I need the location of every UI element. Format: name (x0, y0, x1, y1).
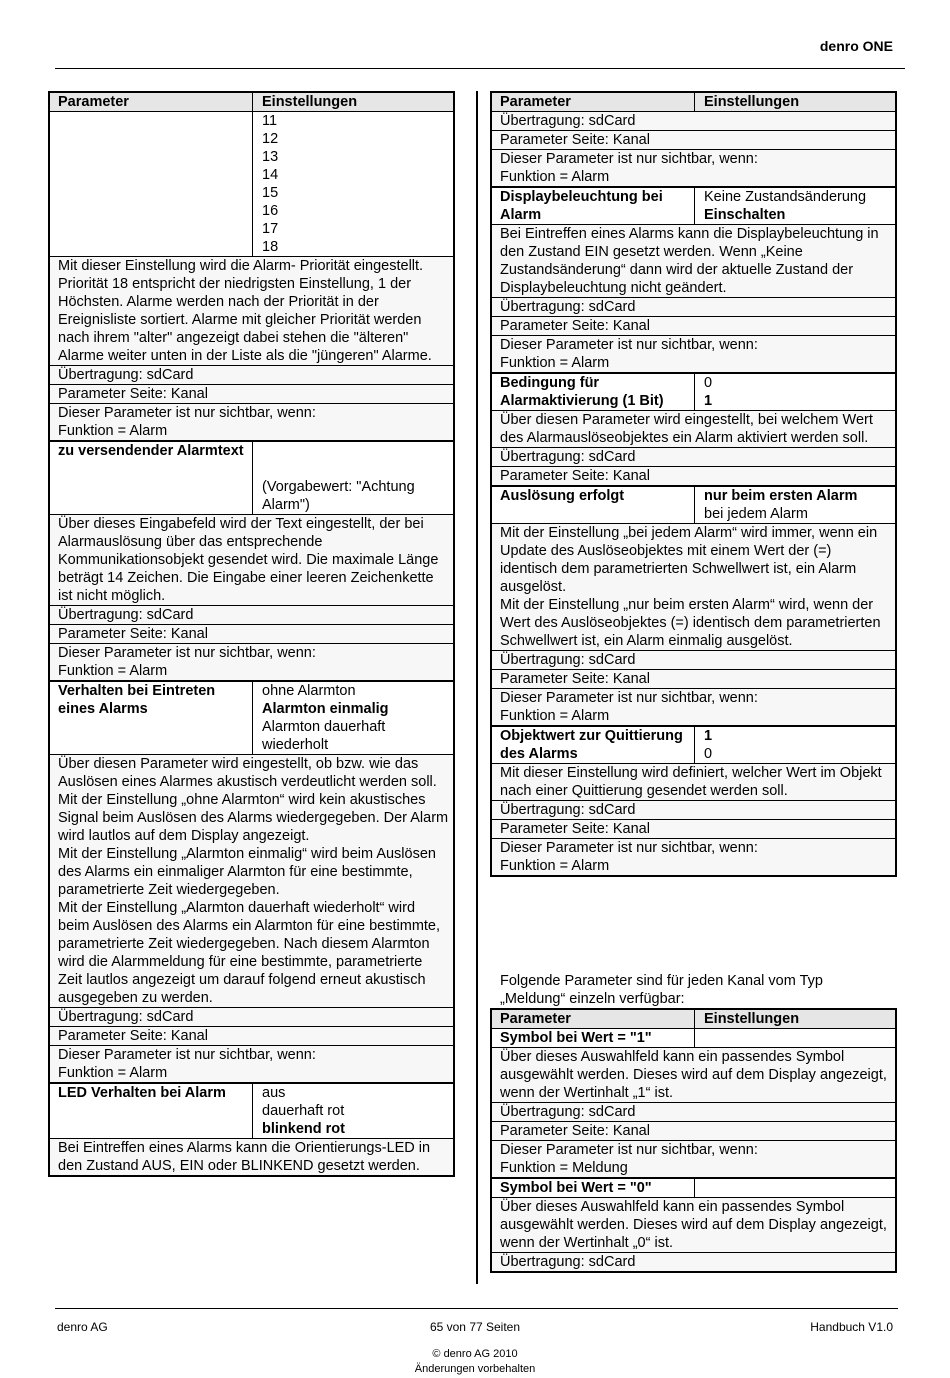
header-settings: Einstellungen (704, 94, 800, 110)
symbol-zero-description: Über dieses Auswahlfeld kann ein passendes Symbol ausgewählt werden. Dieses wird auf dem Display angezeigt, wenn der Wertinhalt „0“ ist. (492, 1198, 895, 1252)
visibility-function: Funktion = Alarm (500, 355, 610, 371)
visibility-condition: Dieser Parameter ist nur sichtbar, wenn: (500, 840, 758, 856)
option-off: aus (262, 1085, 286, 1101)
page-row: Parameter Seite: Kanal (492, 317, 895, 335)
symbol-one-label: Symbol bei Wert = "1" (492, 1029, 695, 1047)
acknowledge-value-row (492, 727, 895, 764)
option-first-alarm: nur beim ersten Alarm (704, 488, 858, 504)
page-row: Parameter Seite: Kanal (50, 385, 453, 403)
message-type-intro: Folgende Parameter sind für jeden Kanal vom Typ „Meldung“ einzeln verfügbar: (500, 973, 823, 1007)
visibility-function: Funktion = Meldung (500, 1160, 628, 1176)
footer-page-number: 65 von 77 Seiten (429, 1320, 521, 1334)
behavior-desc-p3: Mit der Einstellung „Alarmton einmalig“ wird beim Auslösen des Alarms ein einmaliger Alarmton für eine bestimmte, parametrierte Zeit wiedergegeben. (58, 846, 436, 898)
alarmtext-description: Über dieses Eingabefeld wird der Text eingestellt, der bei Alarmauslösung über das entsprechende Kommunikationsobjekt gesendet wird. Die maximale Länge beträgt 14 Zeichen. Die Eingabe einer leeren Zeichenkette ist nicht möglich. (50, 515, 453, 605)
priority-desc-p2: Priorität 18 entspricht der niedrigsten Einstellung, 1 der Höchsten. Alarme werden nach der Priorität in der Ereignisliste sortiert. Alarme mit gleicher Priorität werden nach ihrem "alter" angezeigt dabei stehen die "älteren" Alarme weiter unten in der Liste als die "jüngeren" Alarme. (58, 276, 432, 364)
acknowledge-value-label: Objektwert zur Quittierung des Alarms (492, 727, 695, 763)
option-every-alarm: bei jedem Alarm (704, 506, 808, 522)
alarmtext-row (50, 442, 453, 515)
trigger-row (492, 487, 895, 524)
priority-value: 17 (262, 221, 279, 237)
display-light-description: Bei Eintreffen eines Alarms kann die Displaybeleuchtung in den Zustand EIN gesetzt werden. Wenn „Keine Zustandsänderung“ dann wird der aktuelle Zustand der Displaybeleuchtung nicht geändert. (492, 225, 895, 297)
priority-value: 14 (262, 167, 279, 183)
activation-condition-options (695, 374, 895, 410)
header-settings: Einstellungen (262, 94, 358, 110)
option-blinking-red: blinkend rot (262, 1121, 345, 1137)
left-parameter-table (48, 91, 455, 1177)
priority-label-cell (50, 112, 253, 256)
transfer-row: Übertragung: sdCard (492, 112, 895, 130)
activation-condition-row (492, 374, 895, 411)
alarm-behavior-label: Verhalten bei Eintreten eines Alarms (50, 682, 253, 754)
page-row: Parameter Seite: Kanal (492, 131, 895, 149)
visibility-condition: Dieser Parameter ist nur sichtbar, wenn: (500, 337, 758, 353)
symbol-zero-row (492, 1179, 895, 1198)
header-parameter: Parameter (50, 93, 253, 111)
led-behavior-description: Bei Eintreffen eines Alarms kann die Orientierungs-LED in den Zustand AUS, EIN oder BLINKEND gesetzt werden. (50, 1139, 453, 1175)
alarmtext-value-cell (253, 442, 453, 514)
priority-value: 15 (262, 185, 279, 201)
symbol-one-value (695, 1029, 895, 1047)
priority-description (50, 257, 453, 365)
option-switch-on: Einschalten (704, 207, 786, 223)
led-behavior-row (50, 1084, 453, 1139)
trigger-label: Auslösung erfolgt (492, 487, 695, 523)
priority-value: 11 (262, 113, 278, 129)
visibility-row (492, 839, 895, 875)
page-row: Parameter Seite: Kanal (492, 670, 895, 688)
footer-copyright: © denro AG 2010 (432, 1348, 518, 1360)
page-row: Parameter Seite: Kanal (50, 625, 453, 643)
acknowledge-value-description: Mit dieser Einstellung wird definiert, welcher Wert im Objekt nach einer Quittierung gesendet werden soll. (492, 764, 895, 800)
visibility-function: Funktion = Alarm (58, 1065, 168, 1081)
transfer-row: Übertragung: sdCard (50, 1008, 453, 1026)
footer-company: denro AG (57, 1320, 108, 1334)
table-header-row (492, 93, 895, 112)
message-table-container (490, 1008, 897, 1273)
visibility-row (492, 336, 895, 372)
option-no-change: Keine Zustandsänderung (704, 189, 867, 205)
priority-values-cell (253, 112, 453, 256)
transfer-row: Übertragung: sdCard (50, 606, 453, 624)
transfer-row: Übertragung: sdCard (492, 651, 895, 669)
right-parameter-table (490, 91, 897, 877)
activation-condition-label: Bedingung für Alarmaktivierung (1 Bit) (492, 374, 695, 410)
symbol-one-row (492, 1029, 895, 1048)
right-column (490, 91, 897, 877)
visibility-function: Funktion = Alarm (58, 663, 168, 679)
trigger-desc-p1: Mit der Einstellung „bei jedem Alarm“ wird immer, wenn ein Update des Auslöseobjektes mit einem Wert der (=) identisch dem parametrierten Schwellwert ist, ein Alarm ausgelöst. (500, 525, 878, 595)
document-header-title: denro ONE (819, 38, 893, 54)
symbol-zero-value (695, 1179, 895, 1197)
priority-value: 12 (262, 131, 279, 147)
header-parameter: Parameter (492, 93, 695, 111)
symbol-one-description: Über dieses Auswahlfeld kann ein passendes Symbol ausgewählt werden. Dieses wird auf dem Display angezeigt, wenn der Wertinhalt „1“ ist. (492, 1048, 895, 1102)
transfer-row: Übertragung: sdCard (492, 448, 895, 466)
behavior-desc-p2: Mit der Einstellung „ohne Alarmton“ wird kein akustisches Signal beim Auslösen des Alarms wiedergegeben. Der Alarm wird lautlos auf dem Display angezeigt. (58, 792, 449, 844)
visibility-function: Funktion = Alarm (58, 423, 168, 439)
behavior-desc-p4: Mit der Einstellung „Alarmton dauerhaft wiederholt“ wird beim Auslösen des Alarms ein Alarmton für eine bestimmte, parametrierte Zeit wiedergegeben. Nach diesem Alarmton wird die Alarmmeldung für eine bestimmte, parametrierte Zeit lautlos angezeigt um darauf folgend erneut akustisch ausgegeben zu werden. (58, 900, 441, 1006)
alarm-behavior-description (50, 755, 453, 1007)
display-light-options (695, 188, 895, 224)
trigger-options (695, 487, 895, 523)
alarm-behavior-options (253, 682, 453, 754)
column-divider (476, 91, 478, 1284)
option-sound-repeat: Alarmton dauerhaft wiederholt (262, 719, 386, 753)
footer-manual-version: Handbuch V1.0 (810, 1320, 893, 1334)
page-row: Parameter Seite: Kanal (492, 820, 895, 838)
transfer-row: Übertragung: sdCard (492, 1253, 895, 1271)
priority-value: 18 (262, 239, 279, 255)
symbol-zero-label: Symbol bei Wert = "0" (492, 1179, 695, 1197)
display-light-row (492, 188, 895, 225)
acknowledge-value-options (695, 727, 895, 763)
transfer-row: Übertragung: sdCard (492, 1103, 895, 1121)
visibility-condition: Dieser Parameter ist nur sichtbar, wenn: (500, 690, 758, 706)
visibility-row (50, 404, 453, 440)
visibility-condition: Dieser Parameter ist nur sichtbar, wenn: (58, 645, 316, 661)
footer-divider (55, 1308, 898, 1309)
visibility-condition: Dieser Parameter ist nur sichtbar, wenn: (58, 1047, 316, 1063)
option-zero: 0 (704, 375, 713, 391)
alarmtext-label: zu versendender Alarmtext (50, 442, 253, 514)
visibility-condition: Dieser Parameter ist nur sichtbar, wenn: (500, 151, 758, 167)
alarmtext-value: (Vorgabewert: "Achtung Alarm") (262, 479, 415, 513)
visibility-row (492, 689, 895, 725)
visibility-function: Funktion = Alarm (500, 169, 610, 185)
activation-condition-description: Über diesen Parameter wird eingestellt, bei welchem Wert des Alarmauslöseobjektes ein Alarm aktiviert werden soll. (492, 411, 895, 447)
priority-value: 13 (262, 149, 279, 165)
table-header-row (492, 1010, 895, 1029)
message-parameter-table (490, 1008, 897, 1273)
page-row: Parameter Seite: Kanal (492, 1122, 895, 1140)
page-row: Parameter Seite: Kanal (50, 1027, 453, 1045)
header-parameter: Parameter (492, 1010, 695, 1028)
header-divider (55, 68, 905, 69)
visibility-function: Funktion = Alarm (500, 708, 610, 724)
led-behavior-options (253, 1084, 453, 1138)
trigger-desc-p2: Mit der Einstellung „nur beim ersten Alarm“ wird, wenn der Wert des Auslöseobjektes (=) identisch dem parametrierten Schwellwert ist, ein Alarm einmalig ausgelöst. (500, 597, 881, 649)
page-row: Parameter Seite: Kanal (492, 467, 895, 485)
priority-desc-p1: Mit dieser Einstellung wird die Alarm- Priorität eingestellt. (58, 258, 424, 274)
option-steady-red: dauerhaft rot (262, 1103, 345, 1119)
priority-values-row (50, 112, 453, 257)
left-column (48, 91, 455, 1177)
visibility-row (492, 150, 895, 186)
option-no-sound: ohne Alarmton (262, 683, 356, 699)
trigger-description (492, 524, 895, 650)
visibility-row (492, 1141, 895, 1177)
display-light-label: Displaybeleuchtung bei Alarm (492, 188, 695, 224)
alarm-behavior-row (50, 682, 453, 755)
transfer-row: Übertragung: sdCard (50, 366, 453, 384)
led-behavior-label: LED Verhalten bei Alarm (50, 1084, 253, 1138)
priority-description-row (50, 257, 453, 366)
visibility-row (50, 1046, 453, 1082)
option-sound-once: Alarmton einmalig (262, 701, 389, 717)
header-settings: Einstellungen (704, 1011, 800, 1027)
transfer-row: Übertragung: sdCard (492, 298, 895, 316)
transfer-row: Übertragung: sdCard (492, 801, 895, 819)
visibility-function: Funktion = Alarm (500, 858, 610, 874)
behavior-desc-p1: Über diesen Parameter wird eingestellt, ob bzw. wie das Auslösen eines Alarmes akustisch verdeutlicht werden soll. (58, 756, 437, 790)
footer-changes-note: Änderungen vorbehalten (414, 1363, 536, 1375)
priority-value: 16 (262, 203, 279, 219)
option-one: 1 (704, 728, 713, 744)
visibility-condition: Dieser Parameter ist nur sichtbar, wenn: (500, 1142, 758, 1158)
option-zero: 0 (704, 746, 713, 762)
visibility-condition: Dieser Parameter ist nur sichtbar, wenn: (58, 405, 316, 421)
table-header-row (50, 93, 453, 112)
visibility-row (50, 644, 453, 680)
option-one: 1 (704, 393, 713, 409)
